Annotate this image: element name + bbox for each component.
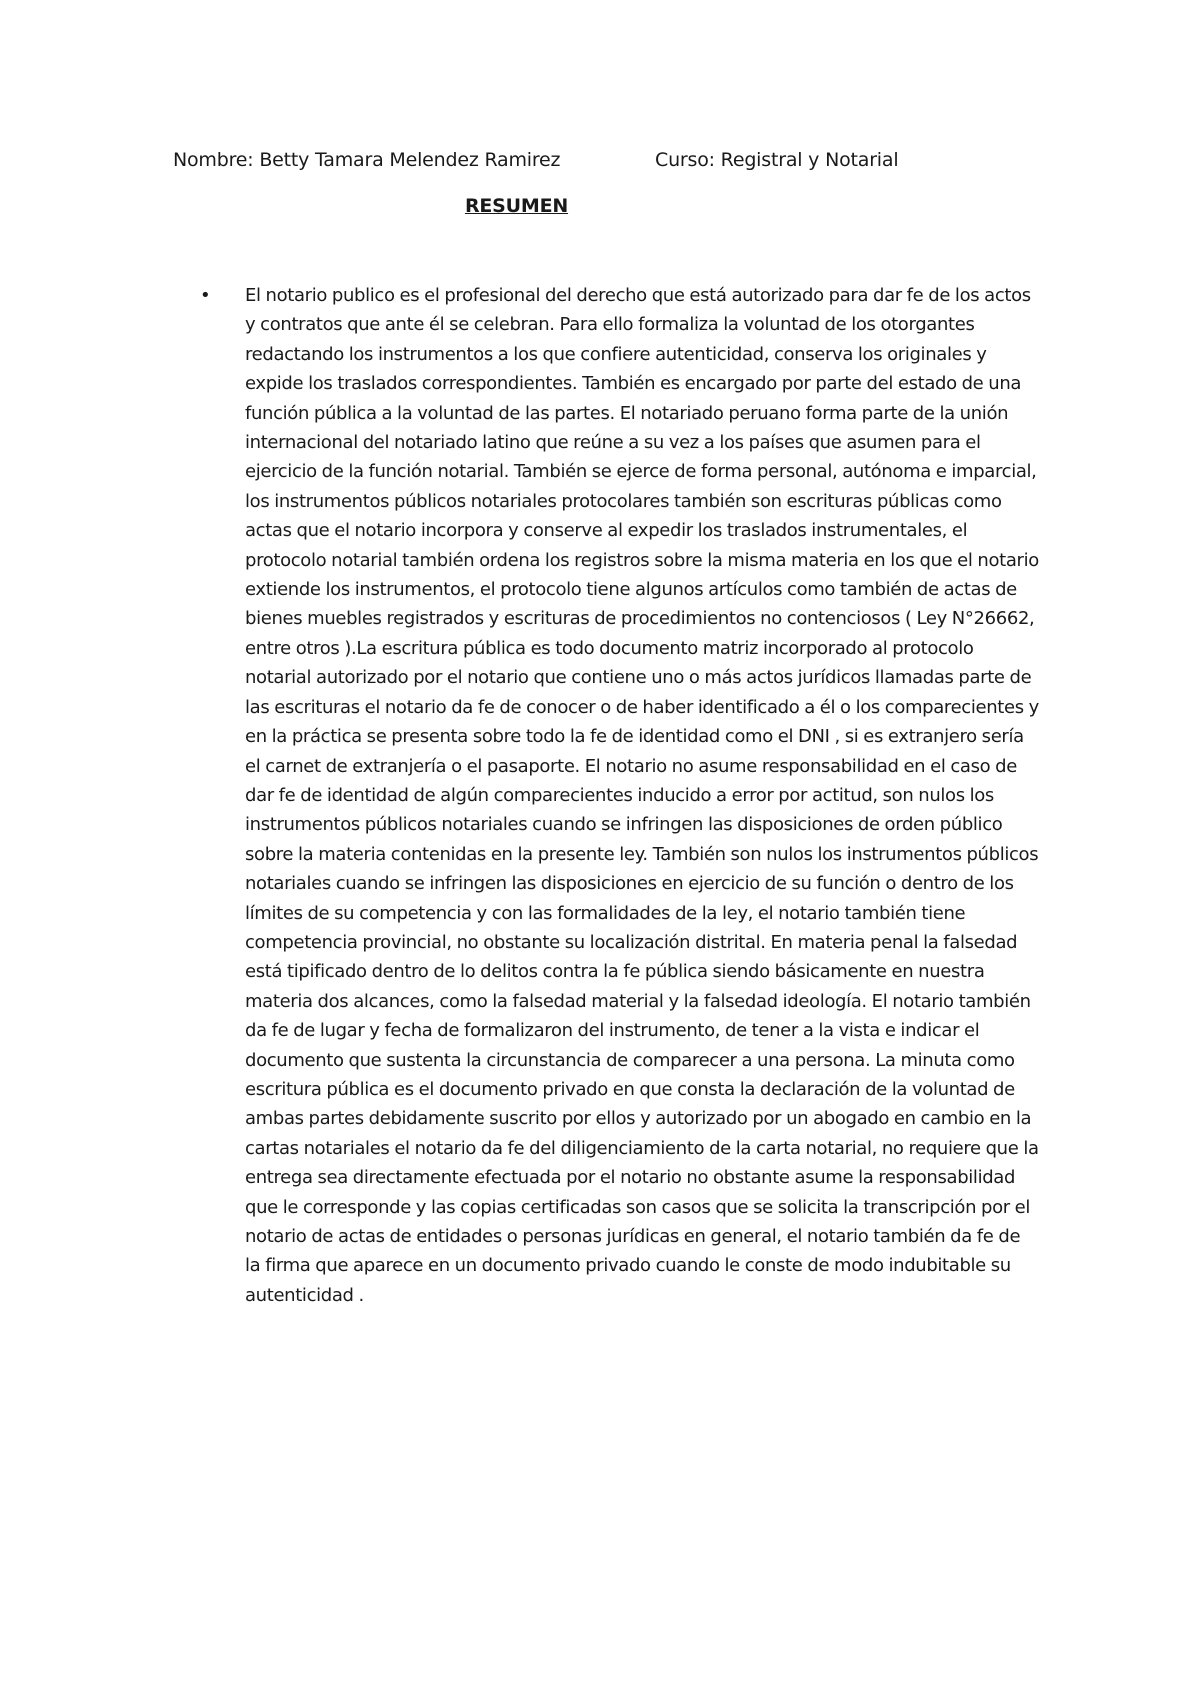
document-title: RESUMEN [464,195,569,217]
course-name-line: Curso: Registral y Notarial [655,149,899,171]
document-header [173,146,1073,174]
summary-paragraph: El notario publico es el profesional del derecho que está autorizado para dar fe de los actos y contratos que ante él se celebran. Para ello formaliza la voluntad de los otorgantes redactando los instrumentos a los que confiere autenticidad, conserva los originales y expide los traslados correspondientes. También es encargado por parte del estado de una función pública a la voluntad de las partes. El notariado peruano forma parte de la unión internacional del notariado latino que reúne a su vez a los países que asumen para el ejercicio de la función notarial. También se ejerce de forma personal, autónoma e imparcial, los instrumentos públicos notariales protocolares también son escrituras públicas como actas que el notario incorpora y conserve al expedir los traslados instrumentales, el protocolo notarial también ordena los registros sobre la misma materia en los que el notario extiende los instrumentos, el protocolo tiene algunos artículos como también de actas de bienes muebles registrados y escrituras de procedimientos no contenciosos ( Ley N°26662, entre otros ).La escritura pública es todo documento matriz incorporado al protocolo notarial autorizado por el notario que contiene uno o más actos jurídicos llamadas parte de las escrituras el notario da fe de conocer o de haber identificado a él o los comparecientes y en la práctica se presenta sobre todo la fe de identidad como el DNI , si es extranjero sería el carnet de extranjería o el pasaporte. El notario no asume responsabilidad en el caso de dar fe de identidad de algún comparecientes inducido a error por actitud, son nulos los instrumentos públicos notariales cuando se infringen las disposiciones de orden público sobre la materia contenidas en la presente ley. También son nulos los instrumentos públicos notariales cuando se infringen las disposiciones en ejercicio de su función o dentro de los límites de su competencia y con las formalidades de la ley, el notario también tiene competencia provincial, no obstante su localización distrital. En materia penal la falsedad está tipificado dentro de lo delitos contra la fe pública siendo básicamente en nuestra materia dos alcances, como la falsedad material y la falsedad ideología. El notario también da fe de lugar y fecha de formalizaron del instrumento, de tener a la vista e indicar el documento que sustenta la circunstancia de comparecer a una persona. La minuta como escritura pública es el documento privado en que consta la declaración de la voluntad de ambas partes debidamente suscrito por ellos y autorizado por un abogado en cambio en la cartas notariales el notario da fe del diligenciamiento de la carta notarial, no requiere que la entrega sea directamente efectuada por el notario no obstante asume la responsabilidad que le corresponde y las copias certificadas son casos que se solicita la transcripción por el notario de actas de entidades o personas jurídicas en general, el notario también da fe de la firma que aparece en un documento privado cuando le conste de modo indubitable su autenticidad . [245,285,1039,1306]
bullet-icon: • [200,285,211,306]
summary-list [200,281,1040,1310]
summary-bullet-item [200,281,1040,1310]
student-name-line: Nombre: Betty Tamara Melendez Ramirez [173,149,561,171]
